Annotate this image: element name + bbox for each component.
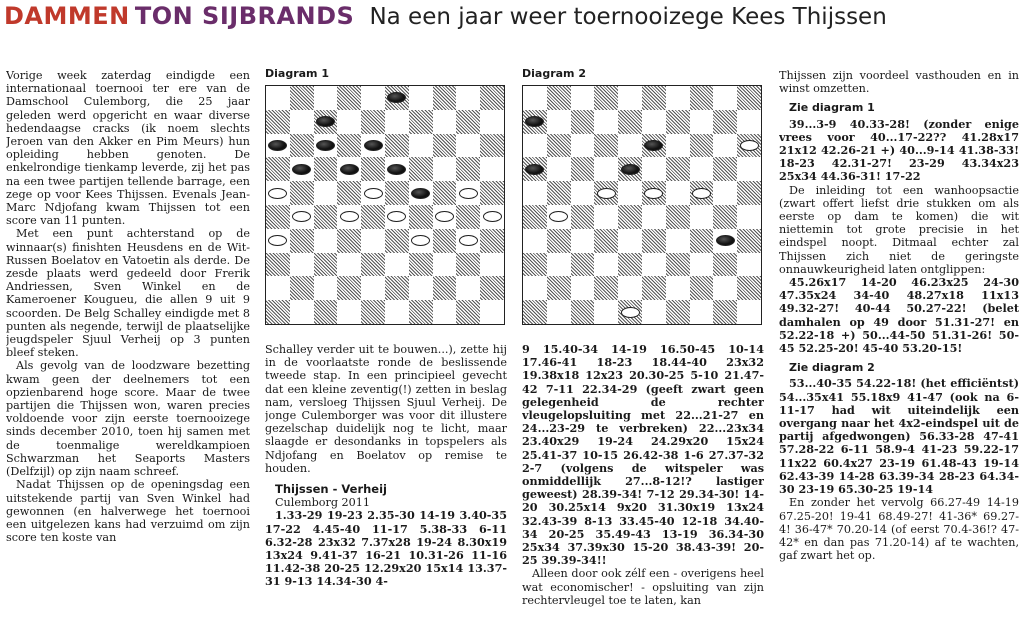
board-square xyxy=(571,181,595,205)
board-square xyxy=(594,205,618,229)
board-square xyxy=(713,110,737,134)
board-square xyxy=(690,110,714,134)
board-square xyxy=(547,110,571,134)
board-square xyxy=(666,205,690,229)
board-square xyxy=(337,229,361,253)
board-square xyxy=(618,205,642,229)
board-square xyxy=(594,300,618,324)
board-square xyxy=(690,157,714,181)
board-square xyxy=(571,157,595,181)
game-title: Thijssen - Verheij xyxy=(275,482,387,497)
board-square xyxy=(433,86,457,110)
board-square xyxy=(594,86,618,110)
board-square xyxy=(290,300,314,324)
board-square xyxy=(618,110,642,134)
board-square xyxy=(266,253,290,277)
board-square xyxy=(433,276,457,300)
black-piece xyxy=(364,140,383,151)
board-square xyxy=(409,205,433,229)
paragraph: Vorige week zaterdag eindigde een internationaal toernooi ter ere van de Damschool Culemborg, die 25 jaar geleden werd opgericht en waar diverse hedendaagse cracks (ik noem slechts Jeroen van den Akker en Pim Meurs) hun opleiding hebben genoten. De enkelrondige tienkamp leverde, zij het pas na een twee partijen tellende barrage, een zege op voor Kees Thijssen. Evenals Jean-Marc Ndjofang kwam Thijssen tot een score van 11 punten. xyxy=(6,69,250,228)
board-square xyxy=(642,205,666,229)
board-square xyxy=(266,86,290,110)
board-square xyxy=(737,300,761,324)
article-column-4 xyxy=(779,69,1019,630)
article-column-3 xyxy=(522,343,764,630)
board-square xyxy=(385,300,409,324)
board-square xyxy=(314,253,338,277)
board-square xyxy=(456,157,480,181)
diagram-2-label: Diagram 2 xyxy=(522,67,586,80)
board-square xyxy=(409,276,433,300)
board-square xyxy=(618,86,642,110)
board-square xyxy=(737,157,761,181)
board-square xyxy=(523,300,547,324)
board-square xyxy=(337,110,361,134)
board-square xyxy=(361,229,385,253)
paragraph: De inleiding tot een wanhoopsactie (zwart offert liefst drie stukken om als eerste op dam te komen) die wit niettemin tot grote precisie in het eindspel noopt. Ditmaal echter zal Thijssen zich niet de geringste onnauwkeurigheid laten ontglippen: xyxy=(779,183,1019,276)
subheading-diagram-1: Zie diagram 1 xyxy=(789,101,875,115)
black-piece xyxy=(292,164,311,175)
board-square xyxy=(737,181,761,205)
subheading-diagram-2: Zie diagram 2 xyxy=(789,361,875,375)
board-square xyxy=(523,86,547,110)
board-square xyxy=(547,181,571,205)
board-square xyxy=(666,134,690,158)
board-square xyxy=(409,134,433,158)
board-square xyxy=(523,229,547,253)
board-square xyxy=(547,276,571,300)
board-square xyxy=(666,276,690,300)
board-square xyxy=(456,205,480,229)
board-square xyxy=(523,205,547,229)
black-piece xyxy=(316,140,335,151)
diagram-1-label: Diagram 1 xyxy=(265,67,329,80)
board-square xyxy=(480,229,504,253)
board-square xyxy=(480,181,504,205)
board-square xyxy=(523,181,547,205)
board-square xyxy=(385,110,409,134)
board-square xyxy=(642,300,666,324)
columnist-name: TON SIJBRANDS xyxy=(134,2,355,30)
board-square xyxy=(290,276,314,300)
board-square xyxy=(290,229,314,253)
white-piece xyxy=(268,188,287,199)
board-square xyxy=(337,276,361,300)
board-square xyxy=(361,276,385,300)
black-piece xyxy=(621,164,640,175)
board-square xyxy=(642,229,666,253)
paragraph: En zonder het vervolg 66.27-49 14-19 67.25-20! 19-41 68.49-27! 41-36* 69.27-4! 36-47* 70.20-14 (of eerst 70.4-36!? 47-42* en dan pas 71.20-14) af te wachten, gaf zwart het op. xyxy=(779,496,1019,563)
board-square xyxy=(666,86,690,110)
board-square xyxy=(618,276,642,300)
board-square xyxy=(361,300,385,324)
board-square xyxy=(385,134,409,158)
board-square xyxy=(547,157,571,181)
headline: Na een jaar weer toernooizege Kees Thijssen xyxy=(369,4,887,30)
paragraph: Thijssen zijn voordeel vasthouden en in winst omzetten. xyxy=(779,69,1019,96)
board-square xyxy=(690,276,714,300)
board-square xyxy=(547,229,571,253)
board-square xyxy=(571,205,595,229)
board-square xyxy=(266,205,290,229)
board-square xyxy=(314,157,338,181)
board-square xyxy=(337,253,361,277)
board-square xyxy=(713,205,737,229)
white-piece xyxy=(459,188,478,199)
board-square xyxy=(594,157,618,181)
board-square xyxy=(385,229,409,253)
board-square xyxy=(433,300,457,324)
board-square xyxy=(547,300,571,324)
board-square xyxy=(666,181,690,205)
board-square xyxy=(433,181,457,205)
board-square xyxy=(618,253,642,277)
draughts-board-diagram-2 xyxy=(522,85,762,325)
game-moves: 1.33-29 19-23 2.35-30 14-19 3.40-35 17-22 4.45-40 11-17 5.38-33 6-11 6.32-28 23x32 7.37x28 19-24 8.30x19 13x24 9.41-37 16-21 10.31-26 11-16 11.42-38 20-25 12.29x20 15x14 13.37-31 9-13 14.34-30 4- xyxy=(265,508,507,589)
board-square xyxy=(385,276,409,300)
board-square xyxy=(409,110,433,134)
black-piece xyxy=(340,164,359,175)
board-square xyxy=(361,110,385,134)
game-place: Culemborg 2011 xyxy=(275,496,371,510)
board-square xyxy=(361,205,385,229)
board-square xyxy=(642,276,666,300)
board-square xyxy=(337,134,361,158)
paragraph: Alleen door ook zélf een - overigens heel wat economischer! - opsluiting van zijn rechtervleugel toe te laten, kan xyxy=(522,567,764,607)
board-square xyxy=(737,229,761,253)
board-square xyxy=(456,253,480,277)
board-square xyxy=(523,276,547,300)
board-square xyxy=(523,253,547,277)
board-square xyxy=(571,300,595,324)
board-square xyxy=(666,229,690,253)
board-square xyxy=(266,157,290,181)
paragraph: Met een punt achterstand op de winnaar(s) finishten Heusdens en de Wit-Russen Boelatov en Vatoetin als derde. De zesde plaats werd gedeeld door Frerik Andriessen, Sven Winkel en de Kameroener Kougueu, die allen 9 uit 9 scoorden. De Belg Schalley eindigde met 8 punten als negende, terwijl de plaatselijke jeugdspeler Sjuul Verheij op 3 punten bleef steken. xyxy=(6,227,250,360)
board-square xyxy=(547,86,571,110)
board-square xyxy=(690,300,714,324)
board-square xyxy=(456,134,480,158)
board-square xyxy=(690,253,714,277)
black-piece xyxy=(525,164,544,175)
board-square xyxy=(571,86,595,110)
board-square xyxy=(713,300,737,324)
white-piece xyxy=(621,307,640,318)
board-square xyxy=(571,276,595,300)
board-square xyxy=(666,157,690,181)
board-square xyxy=(713,181,737,205)
board-square xyxy=(266,276,290,300)
board-square xyxy=(713,157,737,181)
board-square xyxy=(314,276,338,300)
board-square xyxy=(666,253,690,277)
game-moves: 39...3-9 40.33-28! (zonder enige vrees voor 40...17-22?? 41.28x17 21x12 42.26-21 +) 40...9-14 41.38-33! 18-23 42.31-27! 23-29 43.34x23 25x34 44.36-31! 17-22 xyxy=(779,116,1019,184)
board-square xyxy=(690,229,714,253)
board-square xyxy=(433,110,457,134)
board-square xyxy=(480,110,504,134)
board-square xyxy=(642,110,666,134)
white-piece xyxy=(597,188,616,199)
board-square xyxy=(337,300,361,324)
board-square xyxy=(433,253,457,277)
board-square xyxy=(290,86,314,110)
board-square xyxy=(409,86,433,110)
board-square xyxy=(456,300,480,324)
board-square xyxy=(456,110,480,134)
board-square xyxy=(337,86,361,110)
board-square xyxy=(314,229,338,253)
board-square xyxy=(594,134,618,158)
white-piece xyxy=(740,140,759,151)
board-square xyxy=(642,157,666,181)
white-piece xyxy=(644,188,663,199)
article-column-1 xyxy=(6,69,250,630)
board-square xyxy=(409,253,433,277)
board-square xyxy=(713,276,737,300)
board-square xyxy=(666,110,690,134)
page-header xyxy=(4,2,1020,38)
board-square xyxy=(618,134,642,158)
board-square xyxy=(690,86,714,110)
board-square xyxy=(571,229,595,253)
board-square xyxy=(433,134,457,158)
board-square xyxy=(266,300,290,324)
board-square xyxy=(737,253,761,277)
board-square xyxy=(480,86,504,110)
board-square xyxy=(547,134,571,158)
board-square xyxy=(713,86,737,110)
board-square xyxy=(480,276,504,300)
board-square xyxy=(737,276,761,300)
paragraph: Nadat Thijssen op de openingsdag een uitstekende partij van Sven Winkel had gewonnen (en halverwege het toernooi een uitgelezen kans had verzuimd om zijn score ten koste van xyxy=(6,478,250,545)
board-square xyxy=(361,157,385,181)
board-square xyxy=(737,110,761,134)
game-moves: 45.26x17 14-20 46.23x25 24-30 47.35x24 34-40 48.27x18 11x13 49.32-27! 40-44 50.27-22! (belet damhalen op 49 door 51.31-27! en 52.22-18 +) 50...44-50 51.31-26! 50-45 52.25-20! 45-40 53.20-15! xyxy=(779,275,1019,356)
board-square xyxy=(618,181,642,205)
board-square xyxy=(290,134,314,158)
board-square xyxy=(314,300,338,324)
board-square xyxy=(737,86,761,110)
board-square xyxy=(361,86,385,110)
board-square xyxy=(361,253,385,277)
board-square xyxy=(314,205,338,229)
board-square xyxy=(737,205,761,229)
black-piece xyxy=(716,235,735,246)
board-square xyxy=(385,253,409,277)
board-square xyxy=(314,86,338,110)
section-title-dammen: DAMMEN xyxy=(4,2,130,30)
board-square xyxy=(618,229,642,253)
paragraph: Schalley verder uit te bouwen...), zette hij in de voorlaatste ronde de beslissende tweede stap. In een principieel gevecht dat een kleine zeventig(!) zetten in beslag nam, versloeg Thijssen Sjuul Verheij. De jonge Culemborger was voor dit illustere gezelschap duidelijk nog te licht, maar slaagde er desondanks in topspelers als Ndjofang en Boelatov op remise te houden. xyxy=(265,343,507,475)
board-square xyxy=(409,300,433,324)
game-moves: 53...40-35 54.22-18! (het efficiëntst) 54...35x41 55.18x9 41-47 (ook na 6-11-17 had wit uiteindelijk een overgang naar het 4x2-eindspel uit de partij afgedwongen) 56.33-28 47-41 57.28-22 6-11 58.9-4 41-23 59.22-17 11x22 60.4x27 23-19 61.48-43 19-14 62.43-39 14-28 63.39-34 28-23 64.34-30 23-19 65.30-25 19-14 xyxy=(779,376,1019,497)
board-square xyxy=(571,253,595,277)
board-square xyxy=(290,110,314,134)
board-square xyxy=(690,205,714,229)
board-square xyxy=(642,253,666,277)
black-piece xyxy=(387,164,406,175)
board-square xyxy=(480,300,504,324)
board-square xyxy=(713,134,737,158)
board-square xyxy=(690,134,714,158)
board-square xyxy=(547,253,571,277)
draughts-board-diagram-1 xyxy=(265,85,505,325)
board-square xyxy=(314,181,338,205)
board-square xyxy=(290,181,314,205)
black-piece xyxy=(411,188,430,199)
board-square xyxy=(594,253,618,277)
white-piece xyxy=(459,235,478,246)
white-piece xyxy=(692,188,711,199)
board-square xyxy=(642,86,666,110)
board-square xyxy=(571,134,595,158)
board-square xyxy=(480,134,504,158)
board-square xyxy=(594,229,618,253)
board-square xyxy=(409,157,433,181)
board-square xyxy=(713,253,737,277)
game-moves-continued: 9 15.40-34 14-19 16.50-45 10-14 17.46-41 18-23 18.44-40 23x32 19.38x18 12x23 20.30-25 5-10 21.47-42 7-11 22.34-29 (geeft zwart geen gelegenheid de rechter vleugelopsluiting met 22...21-27 en 24...23-29 te verbreken) 22...23x34 23.40x29 19-24 24.29x20 15x24 25.41-37 10-15 26.42-38 1-6 27.37-32 2-7 (volgens de witspeler was onmiddellijk 27...8-12!? lastiger geweest) 28.39-34! 7-12 29.34-30! 14-20 30.25x14 9x20 31.30x19 13x24 32.43-39 8-13 33.45-40 12-18 34.40-34 20-25 35.49-43 13-19 36.34-30 25x34 37.39x30 15-20 38.43-39! 20-25 39.39-34!! xyxy=(522,343,764,568)
board-square xyxy=(433,229,457,253)
board-square xyxy=(456,276,480,300)
article-column-2 xyxy=(265,343,507,630)
board-square xyxy=(571,110,595,134)
board-square xyxy=(594,110,618,134)
board-square xyxy=(480,253,504,277)
board-square xyxy=(337,181,361,205)
board-square xyxy=(666,300,690,324)
board-square xyxy=(385,181,409,205)
board-square xyxy=(594,276,618,300)
paragraph: Als gevolg van de loodzware bezetting kwam geen der deelnemers tot een opzienbarend hoge score. Maar de twee partijen die Thijssen won, waren precies voldoende voor zijn eerste toernooizege sinds december 2010, toen hij samen met de toenmalige wereldkampioen Schwarzman het Seaports Masters (Delfzijl) op zijn naam schreef. xyxy=(6,359,250,479)
board-square xyxy=(433,157,457,181)
board-square xyxy=(523,134,547,158)
board-square xyxy=(456,86,480,110)
board-square xyxy=(480,157,504,181)
board-square xyxy=(266,110,290,134)
board-square xyxy=(290,253,314,277)
white-piece xyxy=(364,188,383,199)
